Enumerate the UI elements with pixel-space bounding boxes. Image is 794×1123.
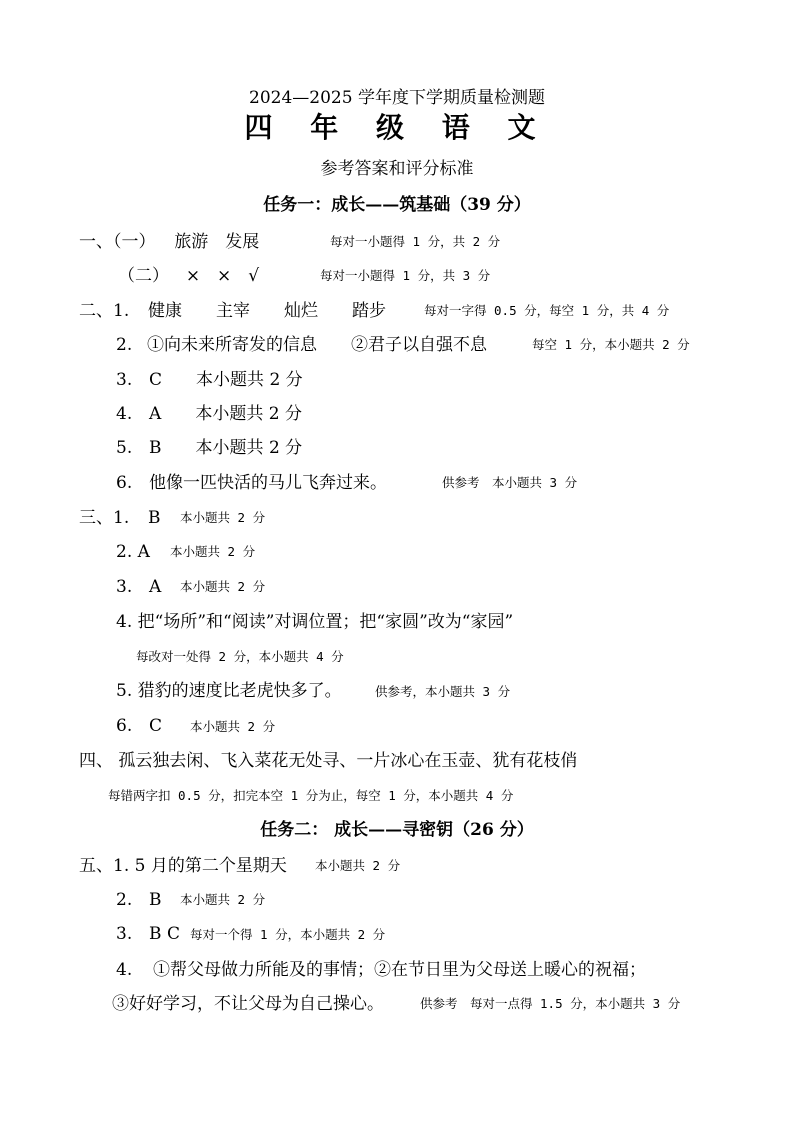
q2-5 — [116, 440, 302, 457]
q2-2-answer: ①向未来所寄发的信息 ②君子以自强不息 — [147, 335, 488, 355]
q2-4-answer: A 本小题共 2 分 — [149, 404, 302, 424]
q2-2-label: 2. — [116, 335, 133, 355]
q3-1-label: 三、1. — [79, 508, 130, 528]
q3-3 — [116, 579, 161, 596]
q3-4-label: 4. — [116, 612, 133, 632]
q3-2-label: 2. — [116, 542, 133, 562]
q2-1-answer: 健康 主宰 灿烂 踏步 — [148, 301, 387, 321]
q3-6-score: 本小题共 2 分 — [190, 719, 276, 734]
q2-3 — [116, 372, 303, 389]
q2-3-label: 3. — [116, 370, 133, 390]
q2-5-label: 5. — [116, 438, 133, 458]
q5-1-answer: 5 月的第二个星期天 — [134, 856, 287, 876]
q1-1 — [79, 234, 259, 251]
q3-1-answer: B — [148, 508, 161, 528]
q2-6-answer: 他像一匹快活的马儿飞奔过来。 — [149, 473, 388, 493]
q3-5-score: 供参考，本小题共 3 分 — [375, 684, 511, 699]
q2-1-score: 每对一字得 0.5 分，每空 1 分，共 4 分 — [424, 303, 670, 318]
q1-2-answer: × × √ — [185, 266, 260, 286]
q4-label: 四、 — [79, 751, 113, 771]
q3-4 — [116, 614, 513, 631]
q3-5-label: 5. — [116, 681, 133, 701]
q5-4-answer: ①帮父母做力所能及的事情；②在节日里为父母送上暖心的祝福； — [153, 960, 647, 980]
q5-3-answer: B C — [149, 924, 180, 944]
q4-answer: 孤云独去闲、飞入菜花无处寻、一片冰心在玉壶、犹有花枝俏 — [118, 751, 578, 771]
q3-2-score: 本小题共 2 分 — [170, 544, 256, 559]
q1-1-label: 一、（一） — [79, 232, 156, 252]
q3-3-label: 3. — [116, 577, 133, 597]
subject-title: 四 年 级 语 文 — [244, 111, 550, 144]
q5-4-score: 供参考 每对一点得 1.5 分，本小题共 3 分 — [420, 996, 681, 1011]
q3-4-answer: 把“场所”和“阅读”对调位置；把“家圆”改为“家园” — [137, 612, 514, 632]
q3-6 — [116, 718, 162, 735]
q2-1-label: 二、1. — [79, 301, 130, 321]
q2-2-score: 每空 1 分，本小题共 2 分 — [532, 337, 690, 352]
q3-3-score: 本小题共 2 分 — [180, 579, 266, 594]
q5-2-score: 本小题共 2 分 — [180, 892, 266, 907]
q5-2-label: 2. — [116, 890, 133, 910]
q5-3-score: 每对一个得 1 分，本小题共 2 分 — [190, 927, 386, 942]
q3-6-label: 6. — [116, 716, 133, 736]
q5-1-label: 五、1. — [79, 856, 130, 876]
q3-5 — [116, 683, 342, 700]
q5-2-answer: B — [149, 890, 162, 910]
q3-1-score: 本小题共 2 分 — [180, 510, 266, 525]
q3-2-answer: A — [137, 542, 150, 562]
q5-1-score: 本小题共 2 分 — [315, 858, 401, 873]
q5-4-label: 4. — [116, 960, 133, 980]
q2-6-score: 供参考 本小题共 3 分 — [442, 475, 578, 490]
q5-3 — [116, 926, 180, 943]
q2-4 — [116, 406, 302, 423]
q4-score: 每错两字扣 0.5 分，扣完本空 1 分为止，每空 1 分，本小题共 4 分 — [108, 788, 514, 803]
task2-heading: 任务二： 成长——寻密钥（26 分） — [260, 820, 534, 840]
q3-4-score: 每改对一处得 2 分，本小题共 4 分 — [136, 649, 344, 664]
q4 — [79, 753, 577, 770]
q1-2-score: 每对一小题得 1 分，共 3 分 — [320, 268, 491, 283]
q3-2 — [116, 544, 150, 561]
q2-1 — [79, 303, 386, 320]
q3-6-answer: C — [149, 716, 163, 736]
q2-5-answer: B 本小题共 2 分 — [149, 438, 303, 458]
q5-2 — [116, 892, 162, 909]
q5-4-answer2: ③好好学习，不让父母为自己操心。 — [112, 994, 384, 1014]
q3-5-answer: 猎豹的速度比老虎快多了。 — [137, 681, 342, 701]
q5-1 — [79, 858, 287, 875]
subtitle: 参考答案和评分标准 — [320, 159, 474, 179]
q5-3-label: 3. — [116, 924, 133, 944]
q1-2 — [118, 268, 259, 285]
q2-4-label: 4. — [116, 404, 133, 424]
task1-heading: 任务一：成长——筑基础（39 分） — [263, 195, 531, 215]
q3-3-answer: A — [149, 577, 162, 597]
q3-1 — [79, 510, 161, 527]
q2-6-label: 6. — [116, 473, 133, 493]
q2-3-answer: C 本小题共 2 分 — [149, 370, 303, 390]
q2-2 — [116, 337, 487, 354]
q1-1-answer: 旅游 发展 — [174, 232, 260, 252]
q5-4 — [116, 962, 646, 979]
q2-6 — [116, 475, 387, 492]
q1-1-score: 每对一小题得 1 分，共 2 分 — [330, 234, 501, 249]
year-title: 2024—2025 学年度下学期质量检测题 — [249, 88, 545, 108]
q1-2-label: （二） — [118, 266, 169, 286]
